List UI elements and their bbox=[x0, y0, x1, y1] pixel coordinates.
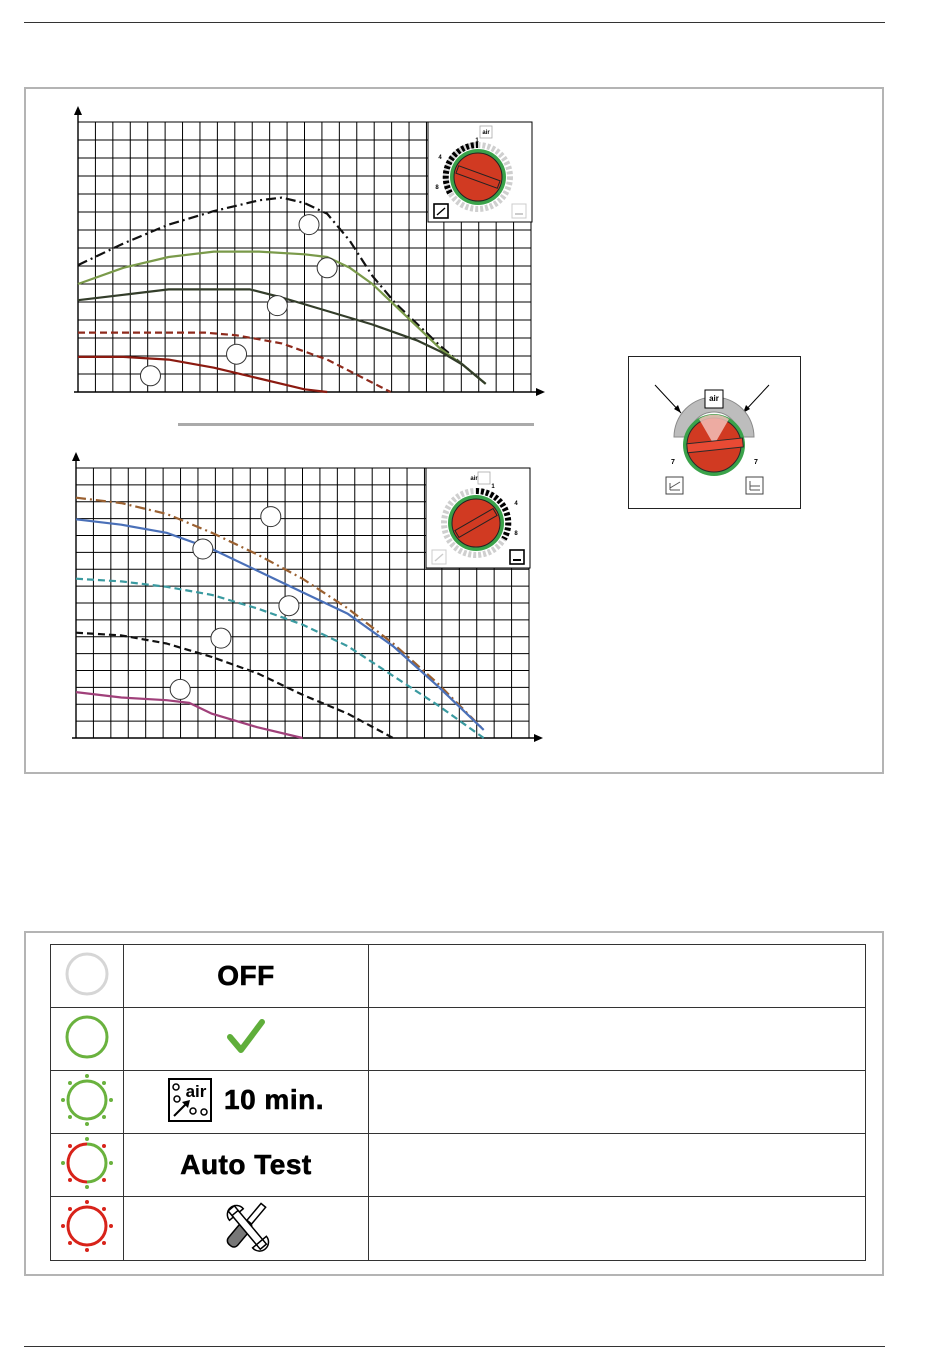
series-line bbox=[76, 692, 303, 738]
dial-min-label: 7 bbox=[671, 459, 675, 466]
table-row bbox=[51, 1134, 866, 1197]
chart-separator bbox=[178, 423, 534, 426]
series-line bbox=[76, 633, 393, 738]
led-status-table bbox=[50, 944, 866, 1261]
state-label: 10 min. bbox=[224, 1083, 324, 1115]
dial-label-8: 8 bbox=[514, 531, 518, 537]
pump-curve-chart-bottom bbox=[60, 450, 550, 750]
table-row bbox=[51, 1197, 866, 1261]
series-line bbox=[76, 498, 484, 730]
air-label: air bbox=[470, 476, 478, 482]
row-description bbox=[369, 945, 866, 1008]
curve-marker bbox=[227, 344, 247, 364]
led-red-blinking-icon bbox=[59, 1198, 115, 1254]
dial-label-8: 8 bbox=[435, 185, 439, 191]
led-green-blinking-icon bbox=[59, 1072, 115, 1128]
row-description bbox=[369, 1197, 866, 1261]
dial-label-4: 4 bbox=[514, 501, 518, 507]
air-vent-icon bbox=[168, 1078, 212, 1122]
curve-marker bbox=[261, 507, 281, 527]
table-row bbox=[51, 1071, 866, 1134]
row-description bbox=[369, 1071, 866, 1134]
curve-marker bbox=[267, 296, 287, 316]
led-green-red-blinking-icon bbox=[59, 1135, 115, 1191]
bottom-rule bbox=[24, 1346, 885, 1347]
curve-marker bbox=[193, 539, 213, 559]
dial-knob bbox=[454, 153, 502, 201]
table-row bbox=[51, 945, 866, 1008]
air-label: air bbox=[709, 394, 719, 403]
curve-marker bbox=[140, 366, 160, 386]
curve-marker bbox=[299, 215, 319, 235]
dial-max-label: 7 bbox=[754, 459, 758, 466]
arrow-left-icon bbox=[655, 385, 681, 413]
dial-label-4: 4 bbox=[438, 155, 442, 161]
dial-knob bbox=[452, 499, 500, 547]
wrench-screwdriver-icon bbox=[206, 1197, 286, 1255]
constant-mode-icon bbox=[510, 550, 524, 564]
dial-diagram bbox=[629, 357, 800, 508]
pump-curve-chart-top bbox=[60, 100, 540, 400]
curve-marker bbox=[317, 258, 337, 278]
y-axis-arrow-icon bbox=[74, 106, 82, 115]
proportional-mode-icon bbox=[434, 204, 448, 218]
air-icon bbox=[478, 472, 490, 484]
dial-inset bbox=[426, 468, 530, 568]
proportional-mode-icon bbox=[666, 477, 683, 494]
x-axis-arrow-icon bbox=[534, 734, 543, 742]
led-off-icon bbox=[59, 946, 115, 1002]
dial-label-1: 1 bbox=[475, 138, 479, 144]
air-label: air bbox=[482, 130, 490, 136]
row-description bbox=[369, 1008, 866, 1071]
y-axis-arrow-icon bbox=[72, 452, 80, 461]
state-label: Auto Test bbox=[180, 1149, 312, 1180]
dial-inset bbox=[428, 122, 532, 222]
curve-marker bbox=[211, 628, 231, 648]
air-icon-label: air bbox=[185, 1081, 207, 1101]
top-rule bbox=[24, 22, 885, 23]
state-label: OFF bbox=[217, 960, 275, 991]
dial-label-1: 1 bbox=[491, 484, 495, 490]
table-row bbox=[51, 1008, 866, 1071]
led-green-icon bbox=[59, 1009, 115, 1065]
dial-diagram-box bbox=[628, 356, 801, 509]
curve-marker bbox=[170, 679, 190, 699]
arrow-right-icon bbox=[743, 385, 769, 413]
row-description bbox=[369, 1134, 866, 1197]
series-line bbox=[78, 252, 486, 384]
proportional-mode-icon bbox=[432, 550, 446, 564]
constant-mode-icon bbox=[512, 204, 526, 218]
constant-mode-icon bbox=[746, 477, 763, 494]
curve-marker bbox=[279, 596, 299, 616]
checkmark-icon bbox=[224, 1015, 268, 1059]
